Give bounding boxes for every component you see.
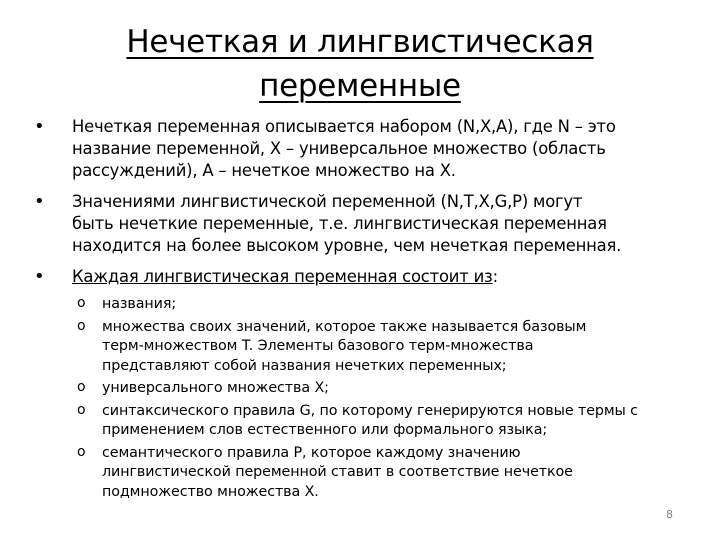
slide-title (40, 20, 680, 108)
bullet-dot-icon: • (34, 116, 45, 137)
sub-bullet-text-line: применением слов естественного или формального языка; (102, 422, 548, 438)
circle-o-icon: o (77, 379, 86, 395)
bullet-item (0, 116, 700, 182)
page-number: 8 (666, 508, 673, 521)
sub-bullet-item (72, 402, 700, 441)
circle-o-icon: o (77, 401, 86, 418)
sub-bullet-item (72, 379, 700, 399)
sub-bullet-item (72, 444, 700, 503)
sub-bullet-text-line: терм-множеством T. Элементы базового терм-множества (102, 338, 534, 354)
sub-bullet-text-line: представляют собой названия нечетких переменных; (102, 357, 507, 374)
sub-bullet-text-line: синтаксического правила G, по которому генерируются новые термы с (102, 402, 638, 419)
sub-bullet-text-line: семантического правила P, которое каждому значению (102, 444, 521, 461)
sub-bullet-item (72, 295, 700, 315)
sub-bullet-text-line: множества своих значений, которое также называется базовым (102, 318, 587, 335)
bullet-text-line: рассуждений), A – нечеткое множество на X. (72, 161, 456, 180)
bullet-text-line: Нечеткая переменная описывается набором (N,X,A), где N – это (72, 117, 616, 136)
bullet-text-line: быть нечеткие переменные, т.е. лингвистическая переменная (72, 214, 607, 233)
bullet-item (0, 266, 700, 502)
bullet-item (0, 191, 700, 257)
bullet-text-line: название переменной, X – универсальное множество (область (72, 139, 606, 158)
sub-bullet-text-line: универсального множества X; (102, 380, 329, 396)
sub-bullet-list (72, 295, 700, 502)
bullet-dot-icon: • (34, 266, 45, 287)
circle-o-icon: o (77, 295, 86, 311)
bullet-text-line: находится на более высоком уровне, чем нечеткая переменная. (72, 236, 622, 255)
circle-o-icon: o (77, 443, 86, 460)
sub-bullet-text-line: лингвистической переменной ставит в соответствие нечеткое (102, 464, 573, 480)
sub-bullet-text-line: подмножество множества X. (102, 483, 319, 500)
bullet-suffix: : (492, 267, 498, 286)
title-line-1: Нечеткая и лингвистическая (126, 24, 594, 60)
bullet-underlined-text: Каждая лингвистическая переменная состоит из (72, 267, 493, 286)
sub-bullet-text-line: названия; (102, 296, 177, 312)
sub-bullet-item (72, 318, 700, 377)
bullet-text-line: Значениями лингвистической переменной (N,T,X,G,P) могут (72, 192, 583, 211)
bullet-list (0, 116, 700, 511)
title-line-2: переменные (259, 68, 461, 104)
circle-o-icon: o (77, 317, 86, 334)
bullet-dot-icon: • (34, 191, 45, 212)
